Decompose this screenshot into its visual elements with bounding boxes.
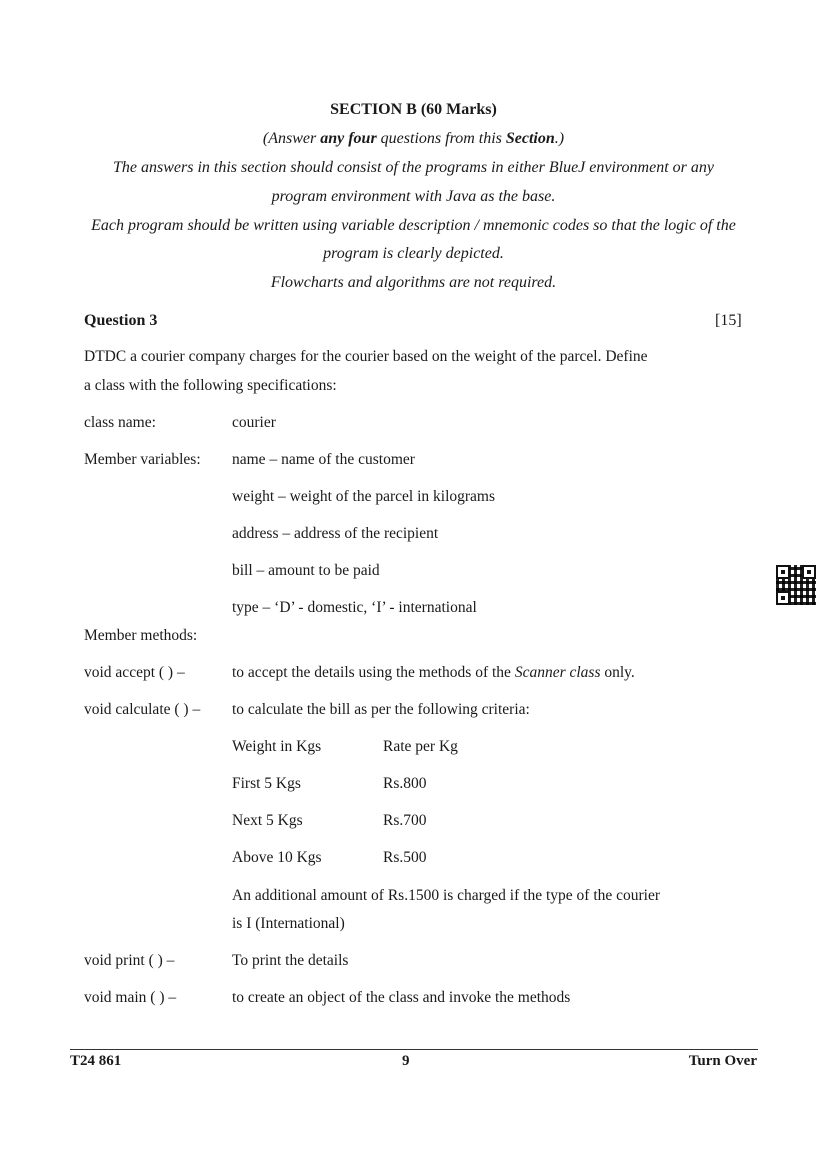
rate-table-cell: Rs.700 xyxy=(383,812,427,829)
footer-page-number: 9 xyxy=(402,1053,410,1069)
accept-desc-scanner: Scanner class xyxy=(514,664,601,681)
instruction-line-2: The answers in this section should consist of the programs in either BlueJ environment or any xyxy=(113,159,714,176)
instr-any-four: any four xyxy=(320,130,377,147)
print-method-desc: To print the details xyxy=(232,952,349,969)
instr-post: .) xyxy=(554,130,565,147)
footer-divider xyxy=(70,1049,758,1050)
footer-paper-code: T24 861 xyxy=(70,1053,122,1069)
member-methods-label: Member methods: xyxy=(84,627,198,644)
member-variable-item: weight – weight of the parcel in kilograms xyxy=(232,488,496,505)
accept-method-desc xyxy=(232,664,635,682)
section-title: SECTION B (60 Marks) xyxy=(330,101,497,118)
member-variable-item: name – name of the customer xyxy=(232,451,415,468)
instr-section: Section xyxy=(505,130,555,147)
question-intro-line-2: a class with the following specifications: xyxy=(84,377,337,394)
main-method-desc: to create an object of the class and invoke the methods xyxy=(232,989,571,1006)
rate-table-cell: Rs.500 xyxy=(383,849,427,866)
qr-code-icon xyxy=(776,565,816,605)
member-variable-item: address – address of the recipient xyxy=(232,525,439,542)
member-variable-item: type – ‘D’ - domestic, ‘I’ - international xyxy=(232,599,477,616)
instruction-answer-four xyxy=(0,130,827,148)
print-method-label: void print ( ) – xyxy=(84,952,175,969)
instruction-line-5: program is clearly depicted. xyxy=(323,245,504,262)
instr-mid: questions from this xyxy=(376,130,506,147)
member-variables-label: Member variables: xyxy=(84,451,201,468)
calculate-method-desc: to calculate the bill as per the following criteria: xyxy=(232,701,530,718)
additional-charge-line-2: is I (International) xyxy=(232,915,345,932)
class-name-label: class name: xyxy=(84,414,156,431)
rate-table-cell: Rs.800 xyxy=(383,775,427,792)
rate-table-cell: First 5 Kgs xyxy=(232,775,301,792)
accept-desc-post: only. xyxy=(600,664,635,681)
accept-desc-pre: to accept the details using the methods of the xyxy=(232,664,515,681)
rate-table-header-weight: Weight in Kgs xyxy=(232,738,322,755)
main-method-label: void main ( ) – xyxy=(84,989,177,1006)
question-intro-line-1: DTDC a courier company charges for the courier based on the weight of the parcel. Define xyxy=(84,348,648,365)
question-marks: [15] xyxy=(715,312,742,329)
rate-table-header-rate: Rate per Kg xyxy=(383,738,458,755)
rate-table-cell: Above 10 Kgs xyxy=(232,849,322,866)
class-name-value: courier xyxy=(232,414,276,431)
instr-pre: (Answer xyxy=(262,130,321,147)
instruction-line-3: program environment with Java as the base. xyxy=(271,188,556,205)
question-label: Question 3 xyxy=(84,312,158,329)
member-variable-item: bill – amount to be paid xyxy=(232,562,380,579)
footer-turn-over: Turn Over xyxy=(688,1053,757,1069)
instruction-line-4: Each program should be written using variable description / mnemonic codes so that the logic of the xyxy=(91,217,736,234)
rate-table-cell: Next 5 Kgs xyxy=(232,812,303,829)
calculate-method-label: void calculate ( ) – xyxy=(84,701,201,718)
additional-charge-line-1: An additional amount of Rs.1500 is charged if the type of the courier xyxy=(232,887,661,904)
instruction-line-6: Flowcharts and algorithms are not required. xyxy=(270,274,557,291)
accept-method-label: void accept ( ) – xyxy=(84,664,185,681)
